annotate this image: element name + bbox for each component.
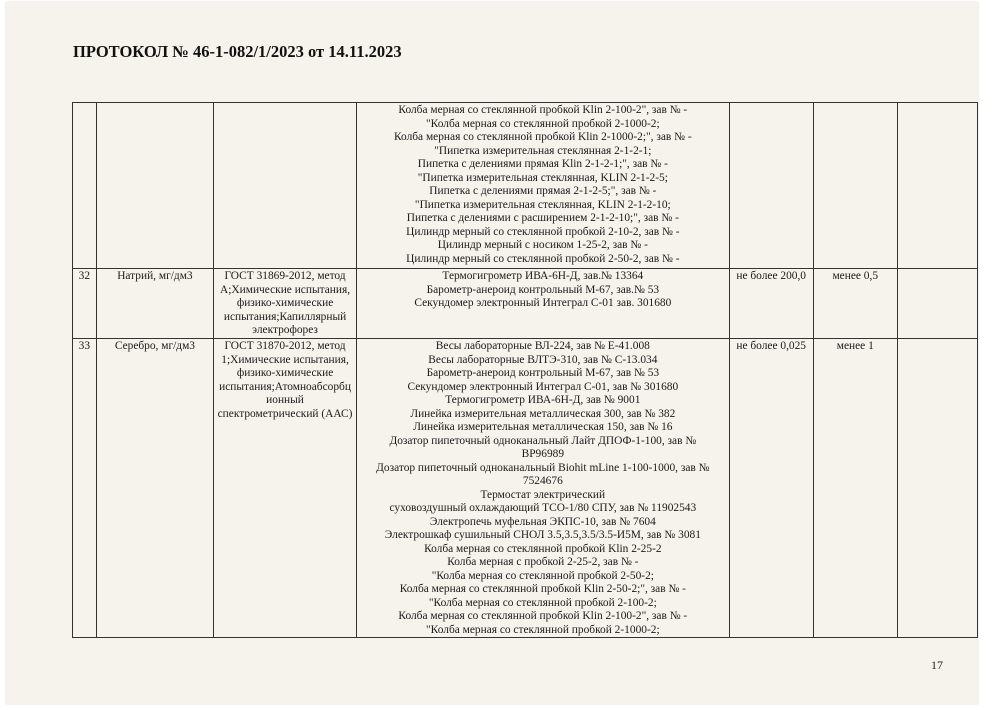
gost-line: физико-химические	[236, 297, 334, 309]
cell-range: не более 0,025	[729, 339, 813, 638]
equipment-line: "Пипетка измерительная стеклянная 2-1-2-1;	[434, 144, 652, 157]
equipment-line: Барометр-анероид контрольный М-67, зав № 53	[426, 367, 660, 379]
equipment-line: "Колба мерная со стеклянной пробкой 2-1000-2;	[426, 117, 660, 130]
cell-range: не более 200,0	[729, 269, 813, 339]
cell-extra	[897, 269, 977, 339]
gost-line: испытания;Атомноабсорбц	[219, 380, 351, 393]
gost-line: ГОСТ 31870-2012, метод	[224, 340, 346, 352]
table-row	[73, 269, 978, 339]
gost-line: ГОСТ 31869-2012, метод	[224, 270, 346, 282]
equipment-line: Колба мерная со стеклянной пробкой Klin 2-1000-2;", зав № -	[394, 131, 692, 143]
cell-num: 33	[73, 339, 97, 638]
cell-num	[73, 103, 97, 269]
equipment-line: "Пипетка измерительная стеклянная, KLIN 2-1-2-5;	[417, 171, 668, 184]
equipment-line: Барометр-анероид контрольный М-67, зав.№ 53	[426, 283, 660, 296]
cell-range	[729, 103, 813, 269]
equipment-line: 7524676	[522, 475, 563, 487]
equipment-line: Секундомер электронный Интеграл С-01 зав. 301680	[414, 297, 672, 309]
cell-equipment	[356, 339, 729, 638]
cell-uncertainty: менее 0,5	[813, 269, 897, 339]
cell-name: Натрий, мг/дм3	[96, 269, 213, 339]
protocol-table	[72, 102, 978, 638]
equipment-line: Цилиндр мерный со стеклянной пробкой 2-50-2, зав № -	[406, 252, 680, 265]
cell-uncertainty: менее 1	[813, 339, 897, 638]
table-row-continued	[73, 103, 978, 269]
gost-line: испытания;Капиллярный	[223, 310, 347, 323]
equipment-line: "Колба мерная со стеклянной пробкой 2-1000-2;	[426, 623, 660, 636]
equipment-line: Весы лабораторные ВЛТЭ-310, зав № С-13.034	[428, 353, 658, 366]
gost-line: 1;Химические испытания,	[221, 353, 349, 366]
equipment-line: Термостат электрический	[480, 488, 606, 501]
document-page	[6, 2, 978, 704]
gost-line: электрофорез	[252, 324, 318, 336]
equipment-line: Весы лабораторные ВЛ-224, зав № Е-41.008	[435, 340, 650, 352]
gost-line: А;Химические испытания,	[220, 283, 351, 296]
equipment-line: Линейка измерительная металлическая 300, зав № 382	[410, 407, 676, 420]
equipment-line: Колба мерная со стеклянной пробкой Klin 2-25-2	[424, 542, 662, 555]
equipment-line: Цилиндр мерный со стеклянной пробкой 2-10-2, зав № -	[406, 225, 680, 238]
equipment-line: Пипетка с делениями прямая 2-1-2-5;", зав № -	[429, 185, 657, 197]
equipment-line: Секундомер электронный Интеграл С-01, зав № 301680	[407, 380, 679, 393]
gost-line: физико-химические	[236, 367, 334, 379]
equipment-line: Колба мерная с пробкой 2-25-2, зав № -	[447, 556, 639, 568]
cell-gost	[214, 339, 357, 638]
equipment-line: Линейка измерительная металлическая 150, зав № 16	[413, 421, 673, 433]
cell-extra	[897, 339, 977, 638]
protocol-title: ПРОТОКОЛ № 46-1-082/1/2023 от 14.11.2023	[73, 42, 402, 61]
equipment-line: суховоздушный охлаждающий ТСО-1/80 СПУ, зав № 11902543	[389, 502, 697, 514]
cell-gost	[214, 103, 357, 269]
equipment-line: Колба мерная со стеклянной пробкой Klin 2-50-2;", зав № -	[399, 583, 686, 595]
equipment-line: Электрошкаф сушильный СНОЛ 3.5,3.5,3.5/3.5-И5М, зав № 3081	[384, 529, 701, 541]
equipment-line: Электропечь муфельная ЭКПС-10, зав № 7604	[429, 515, 656, 528]
gost-line: ионный	[266, 394, 304, 406]
cell-num: 32	[73, 269, 97, 339]
cell-uncertainty	[813, 103, 897, 269]
equipment-line: Термогигрометр ИВА-6Н-Д, зав № 9001	[445, 394, 641, 406]
page-number: 17	[931, 658, 943, 672]
equipment-line: Цилиндр мерный с носиком 1-25-2, зав № -	[437, 239, 648, 251]
equipment-line: "Пипетка измерительная стеклянная, KLIN 2-1-2-10;	[414, 198, 671, 211]
equipment-line: Пипетка с делениями с расширением 2-1-2-10;", зав № -	[406, 212, 679, 224]
equipment-line: Колба мерная со стеклянной пробкой Klin 2-100-2", зав № -	[398, 104, 688, 116]
table-row	[73, 339, 978, 638]
equipment-line: ВР96989	[521, 448, 565, 460]
gost-line: спектрометрический (ААС)	[217, 407, 353, 420]
cell-name: Серебро, мг/дм3	[96, 339, 213, 638]
cell-equipment	[356, 269, 729, 339]
cell-equipment	[356, 103, 729, 269]
equipment-line: "Колба мерная со стеклянной пробкой 2-50-2;	[431, 569, 654, 582]
equipment-line: "Колба мерная со стеклянной пробкой 2-100-2;	[428, 596, 657, 609]
equipment-line: Термогигрометр ИВА-6Н-Д, зав.№ 13364	[442, 270, 644, 282]
equipment-line: Дозатор пипеточный одноканальный Biohit mLine 1-100-1000, зав №	[376, 461, 710, 474]
equipment-line: Колба мерная со стеклянной пробкой Klin 2-100-2", зав № -	[398, 610, 688, 622]
cell-extra	[897, 103, 977, 269]
cell-gost	[214, 269, 357, 339]
cell-name	[96, 103, 213, 269]
equipment-line: Пипетка с делениями прямая Klin 2-1-2-1;", зав № -	[417, 158, 668, 170]
equipment-line: Дозатор пипеточный одноканальный Лайт ДПОФ-1-100, зав №	[389, 434, 697, 447]
